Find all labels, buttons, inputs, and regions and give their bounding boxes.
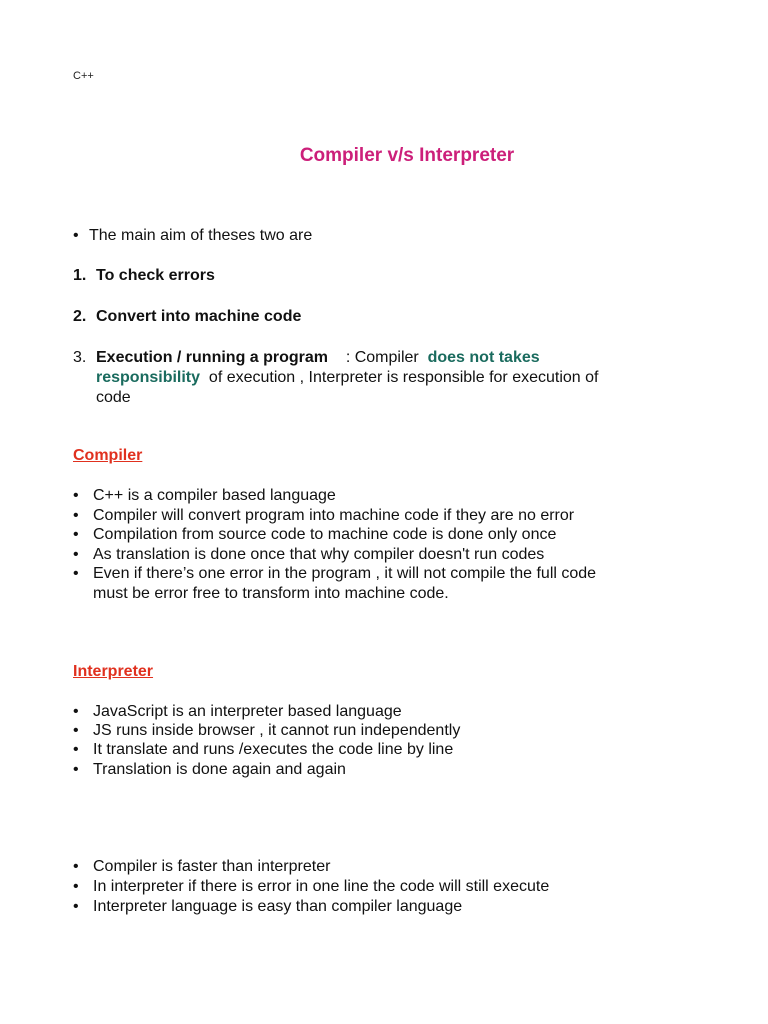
compiler-bullet-1: C++ is a compiler based language <box>93 487 336 504</box>
interpreter-bullet-3: It translate and runs /executes the code line by line <box>93 741 454 758</box>
bullet-symbol: • <box>73 878 79 895</box>
bullet-symbol: • <box>73 741 79 758</box>
header-tag: C++ <box>73 70 94 82</box>
compiler-heading: Compiler <box>73 447 143 464</box>
aim-text-2: Convert into machine code <box>96 308 302 325</box>
aim3-rest-1: of execution , Interpreter is responsible for execution of <box>208 369 599 386</box>
bullet-symbol: • <box>73 722 79 739</box>
aim-number-2: 2. <box>73 308 87 325</box>
bullet-symbol: • <box>73 761 79 778</box>
bullet-symbol: • <box>73 507 79 524</box>
compiler-bullet-5-continued: must be error free to transform into machine code. <box>93 585 449 602</box>
interpreter-bullet-2: JS runs inside browser , it cannot run independently <box>93 722 461 739</box>
bullet-symbol: • <box>73 546 79 563</box>
bullet-symbol: • <box>73 487 79 504</box>
intro-text: The main aim of theses two are <box>89 227 313 244</box>
aim-text-3-line-3: code <box>96 389 131 406</box>
aim-text-3-line-1 <box>96 348 540 368</box>
page-title: Compiler v/s Interpreter <box>299 145 515 166</box>
compiler-bullet-5: Even if there’s one error in the program , it will not compile the full code <box>93 565 597 582</box>
aim3-separator: : Compiler <box>345 349 419 366</box>
interpreter-bullet-1: JavaScript is an interpreter based language <box>93 703 402 720</box>
summary-bullet-1: Compiler is faster than interpreter <box>93 858 331 875</box>
bullet-symbol: • <box>73 858 79 875</box>
compiler-bullet-4: As translation is done once that why compiler doesn't run codes <box>93 546 545 563</box>
compiler-bullet-2: Compiler will convert program into machine code if they are no error <box>93 507 575 524</box>
bullet-symbol: • <box>73 898 79 915</box>
bullet-symbol: • <box>73 227 79 244</box>
bullet-symbol: • <box>73 565 79 582</box>
aim3-highlight-2: responsibility <box>96 369 201 386</box>
aim3-highlight-1: does not takes <box>427 349 540 366</box>
compiler-bullet-3: Compilation from source code to machine code is done only once <box>93 526 557 543</box>
bullet-symbol: • <box>73 526 79 543</box>
summary-bullet-2: In interpreter if there is error in one line the code will still execute <box>93 878 550 895</box>
interpreter-bullet-4: Translation is done again and again <box>93 761 346 778</box>
aim-text-3-line-2 <box>96 368 598 388</box>
bullet-symbol: • <box>73 703 79 720</box>
interpreter-heading: Interpreter <box>73 663 154 680</box>
aim3-bold-text: Execution / running a program <box>96 349 329 366</box>
aim-number-3: 3. <box>73 349 87 366</box>
summary-bullet-3: Interpreter language is easy than compiler language <box>93 898 463 915</box>
aim-text-1: To check errors <box>96 267 215 284</box>
aim-number-1: 1. <box>73 267 87 284</box>
